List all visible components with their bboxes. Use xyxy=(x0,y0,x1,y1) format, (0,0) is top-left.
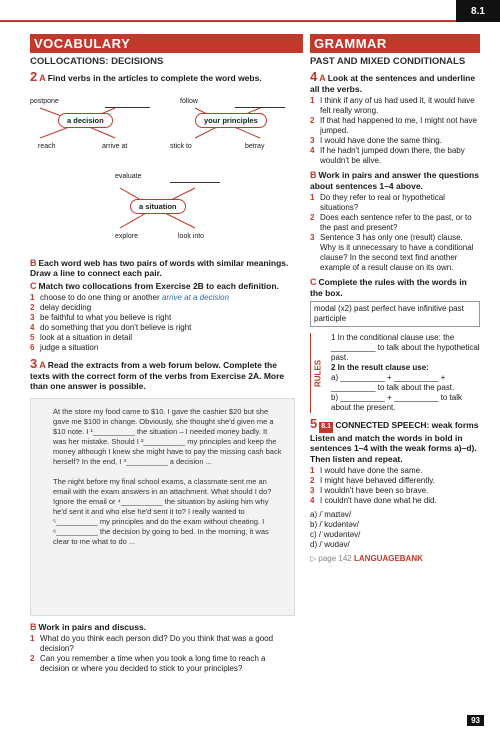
grammar-heading: GRAMMAR xyxy=(310,34,480,53)
forum-extracts xyxy=(30,398,295,616)
list-item: 1 I would have done the same. xyxy=(310,466,423,475)
weak-form: d) /ˈwʊdəv/ xyxy=(310,540,350,549)
ex3b-instruction: B Work in pairs and discuss. xyxy=(30,621,147,632)
list-item: 1 I think if any of us had used it, it would have felt really wrong. xyxy=(310,96,475,115)
list-item: 3 be faithful to what you believe is right xyxy=(30,313,172,322)
grammar-column xyxy=(310,34,480,563)
ex2-number: 2 xyxy=(30,69,38,84)
weak-form: c) /ˈwʊdəntəv/ xyxy=(310,530,361,539)
web1-label: reach xyxy=(38,142,56,150)
list-item: 3 Sentence 3 has only one (result) clause. Why is it unnecessary to have a conditional clause? In the second text find another example of a result clause on its own. xyxy=(310,233,474,272)
web3-label: evaluate xyxy=(115,172,142,180)
list-item: 4 If he hadn't jumped down there, the baby wouldn't be alive. xyxy=(310,146,465,165)
forum-post: At the store my food came to $10. I gave the cashier $20 but she gave me $100 in change. Obviously, she thought she'd given me a $10 note. I ¹__________ the situation – I needed money badly. It was her mistake. Should I ²__________ my principles and keep the money although I knew she might have to pay the missing cash back herself? In the end, I ³__________ a decision ... xyxy=(53,406,282,466)
rule-line: a) __________ + __________ + __________ to talk about the past. xyxy=(331,373,455,392)
web1-label: arrive at xyxy=(102,142,128,150)
vocabulary-column xyxy=(30,34,295,674)
word-webs xyxy=(30,88,295,258)
weak-forms xyxy=(310,510,480,550)
web3-center: a situation xyxy=(130,199,186,214)
web3-label: look into xyxy=(178,232,205,240)
web1-blank[interactable] xyxy=(105,107,150,108)
ex3-number: 3 xyxy=(30,356,38,371)
rules-body xyxy=(325,333,480,413)
web2-label: follow xyxy=(180,97,198,105)
list-item: 2 delay deciding xyxy=(30,303,92,312)
list-item: 4 I couldn't have done what he did. xyxy=(310,496,437,505)
list-item: 2 If that had happened to me, I might not have jumped. xyxy=(310,116,477,135)
audio-track-icon[interactable]: 8.1 xyxy=(319,422,333,433)
ex5-list xyxy=(310,466,480,506)
list-item: 6 judge a situation xyxy=(30,343,99,352)
page-number: 93 xyxy=(467,715,484,726)
rule-line: 2 In the result clause use: xyxy=(331,363,429,372)
list-item: 2 Does each sentence refer to the past, or to the past and present? xyxy=(310,213,472,232)
play-icon: ▷ xyxy=(310,554,317,563)
ex3b-list xyxy=(30,634,295,674)
ex4b-instruction: B Work in pairs and answer the questions about sentences 1–4 above. xyxy=(310,170,479,191)
list-item: 1 What do you think each person did? Do you think that was a good decision? xyxy=(30,634,274,653)
rule-line: b) __________ + __________ to talk about the present. xyxy=(331,393,463,412)
list-item: 4 do something that you don't believe is right xyxy=(30,323,192,332)
word-box: modal (x2) past perfect have infinitive past participle xyxy=(310,301,480,327)
ex5-number: 5 xyxy=(310,416,318,431)
web2-center: your principles xyxy=(195,113,267,128)
ex2a-instruction: 2 A Find verbs in the articles to complete the word webs. xyxy=(30,69,262,84)
ex4b-list xyxy=(310,193,480,273)
vocabulary-subheading: COLLOCATIONS: DECISIONS xyxy=(30,56,164,67)
languagebank-link[interactable]: ▷ page 142 LANGUAGEBANK xyxy=(310,554,423,563)
list-item: 2 Can you remember a time when you took a long time to reach a decision or where you decided to stick to your principles? xyxy=(30,654,266,673)
rule-line: 1 In the conditional clause use: the __________ to talk about the hypothetical past. xyxy=(331,333,480,362)
list-item: 3 I would have done the same thing. xyxy=(310,136,442,145)
ex2c-list xyxy=(30,293,295,353)
ex2c-instruction: C Match two collocations from Exercise 2B to each definition. xyxy=(30,280,279,291)
ex4a-list xyxy=(310,96,480,166)
list-item: 2 I might have behaved differently. xyxy=(310,476,435,485)
list-item: 5 look at a situation in detail xyxy=(30,333,133,342)
list-item: 3 I wouldn't have been so brave. xyxy=(310,486,429,495)
grammar-subheading: PAST AND MIXED CONDITIONALS xyxy=(310,56,466,67)
top-stripe xyxy=(0,20,500,22)
ex4c-instruction: C Complete the rules with the words in the box. xyxy=(310,277,467,298)
weak-form: a) /ˈmaɪtəv/ xyxy=(310,510,352,519)
web1-label: postpone xyxy=(30,97,59,105)
list-item: 1 choose to do one thing or another arrive at a decision xyxy=(30,293,230,302)
unit-tab: 8.1 xyxy=(456,0,500,22)
ex5a-instruction: 5 8.1 CONNECTED SPEECH: weak forms Listen and match the words in bold in sentences 1–4 with the weak forms a)–d). Then listen and repeat. xyxy=(310,416,479,464)
web2-label: betray xyxy=(245,142,265,150)
rules-box xyxy=(310,333,480,413)
example-answer: arrive at a decision xyxy=(161,293,230,302)
list-item: 1 Do they refer to real or hypothetical situations? xyxy=(310,193,445,212)
web3-blank[interactable] xyxy=(170,182,220,183)
weak-form: b) /ˈkʊdəntəv/ xyxy=(310,520,360,529)
web2-blank[interactable] xyxy=(235,107,285,108)
ex4-number: 4 xyxy=(310,69,318,84)
rules-tag: RULES xyxy=(310,333,325,413)
ex2b-instruction: B Each word web has two pairs of words with similar meanings. Draw a line to connect each pair. xyxy=(30,257,289,278)
ex3a-instruction: 3 A Read the extracts from a web forum below. Complete the texts with the correct form of the verbs from Exercise 2A. More than one answer is possible. xyxy=(30,356,285,391)
top-bar xyxy=(0,0,500,20)
web2-label: stick to xyxy=(170,142,192,150)
vocabulary-heading: VOCABULARY xyxy=(30,34,303,53)
ex4a-instruction: 4 A Look at the sentences and underline all the verbs. xyxy=(310,69,476,94)
web3-label: explore xyxy=(115,232,138,240)
web1-center: a decision xyxy=(58,113,113,128)
forum-post: The night before my final school exams, a classmate sent me an email with the exam answers in an attachment. What should I do? Ignore the email or ⁴__________ the situation by asking him why he'd sent it and who else he'd sent it to? I really wanted to ⁵__________ my principles and do the exam without cheating. I ⁶__________ the decision by going to bed. In the morning, it was clear to me what to do ... xyxy=(53,476,272,546)
